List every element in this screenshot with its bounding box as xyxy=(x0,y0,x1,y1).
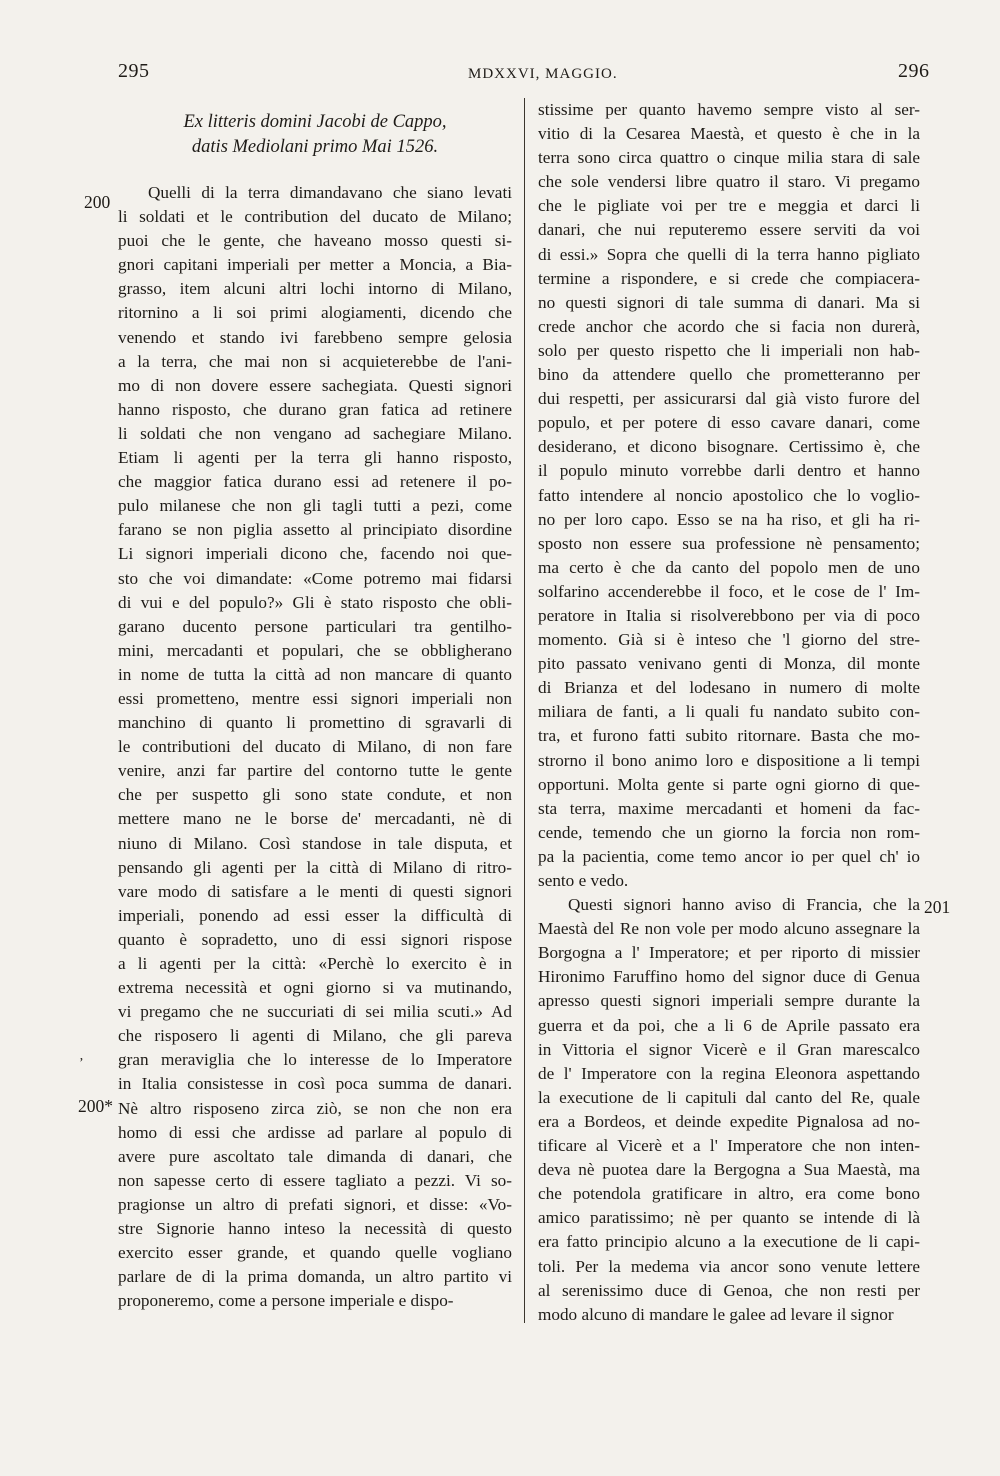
text-line: non sapesse certo di essere tagliato a pezzi. Vi so- xyxy=(118,1170,512,1190)
text-line: gnori capitani imperiali per metter a Moncia, a Bia- xyxy=(118,255,512,275)
text-line: stissime per quanto havemo sempre visto al ser- xyxy=(538,100,920,119)
text-line: peratore in Italia si risolverebbono per via di poco xyxy=(538,605,920,625)
text-line: in Italia consistesse in così poca summa de danari. xyxy=(118,1074,512,1094)
page-number-right: 296 xyxy=(898,60,930,82)
page-number-left: 295 xyxy=(118,60,150,82)
text-line: guerra et da poi, che a li 6 de Aprile passato era xyxy=(538,1015,920,1035)
text-line: opportuni. Molta gente si parte ogni giorno di que- xyxy=(538,774,920,794)
text-line: Maestà del Re non vole per modo alcuno assegnare la xyxy=(538,919,920,939)
text-line: Hironimo Faruffino homo del signor duce di Genua xyxy=(538,967,920,987)
text-line: vitio di la Cesarea Maestà, et questo è che in la xyxy=(538,124,920,144)
text-line: fatto intendere al noncio apostolico che lo voglio- xyxy=(538,485,920,505)
margin-number-left-bottom: 200* xyxy=(78,1096,113,1116)
text-line: puoi che le gente, che haveano mosso questi si- xyxy=(118,231,512,251)
text-line: populo, et per potere di esso cavare danari, come xyxy=(538,413,920,433)
text-line: venire, anzi far partire del contorno tutte le gente xyxy=(118,761,512,781)
text-line: desiderano, et dicono bisognare. Certissimo è, che xyxy=(538,437,920,457)
text-line: sta terra, maxime mercadanti et homeni da fac- xyxy=(538,798,920,818)
text-line: extrema necessità et ogni giorno si va mutinando, xyxy=(118,978,512,998)
text-line: exercito esser grande, et quando quelle vogliano xyxy=(118,1243,512,1263)
text-line: era a Bordeos, et deinde expedite Pignalosa ad no- xyxy=(538,1111,920,1131)
text-line: tificare al Vicerè et a l' Imperatore che non inten- xyxy=(538,1136,920,1156)
text-line: a li agenti per la città: «Perchè lo exercito è in xyxy=(118,954,512,973)
text-line: termine a rispondere, e si crede che compiacera- xyxy=(538,268,920,288)
text-line: gran meraviglia che lo interesse de lo Imperatore xyxy=(118,1050,512,1070)
text-line: in nome de tutta la città ad non mancare di quanto xyxy=(118,664,512,684)
text-line: vi pregamo che ne succuriati di sei milia scuti.» Ad xyxy=(118,1002,512,1022)
text-line: le contributioni del ducato di Milano, di non fare xyxy=(118,737,512,757)
text-line: homo di essi che ardisse ad parlare al populo di xyxy=(118,1122,512,1142)
text-line: stre Signorie hanno inteso la necessità di questo xyxy=(118,1219,512,1239)
text-line: parlare de di la prima domanda, un altro partito vi xyxy=(118,1267,512,1287)
text-line: crede anchor che acordo che si facia non durerà, xyxy=(538,316,920,336)
text-line: pa la pacientia, come temo ancor io per quel ch' io xyxy=(538,846,920,866)
text-line: Questi signori hanno aviso di Francia, che la xyxy=(568,895,920,915)
margin-number-right: 201 xyxy=(924,897,951,917)
text-line: a la terra, che mai non si acquieterebbe de l'ani- xyxy=(118,351,512,371)
text-line: pensando gli agenti per la città di Milano di ritro- xyxy=(118,857,512,877)
text-line: garano ducento persone particulari tra gentilho- xyxy=(118,616,512,636)
text-line: strorno il bono animo loro e dispositione a li tempi xyxy=(538,750,920,770)
text-line: no questi signori di tale summa di danari. Ma si xyxy=(538,292,920,312)
text-line: pito passato venivano genti di Monza, dil monte xyxy=(538,654,920,674)
column-divider xyxy=(524,98,525,1323)
text-line: Quelli di la terra dimandavano che siano levati xyxy=(148,183,512,202)
text-line: li soldati che non vengano ad sachegiare Milano. xyxy=(118,423,512,443)
text-line: sposto non essere sua professione nè pensamento; xyxy=(538,533,920,553)
text-line: mo di non dovere essere sachegiata. Questi signori xyxy=(118,375,512,395)
text-line: di Brianza et del lodesano in numero di molte xyxy=(538,678,920,698)
text-line: ma certo è che da canto del popolo men de uno xyxy=(538,557,920,577)
text-line: Li signori imperiali dicono che, facendo noi que- xyxy=(118,544,512,564)
text-line: essi prometteno, mentre essi signori imperiali non xyxy=(118,688,512,708)
text-line: pragionse un altro di prefati signori, et disse: «Vo- xyxy=(118,1194,512,1214)
text-line: mettere mano ne le borse de' mercadanti, nè di xyxy=(118,809,512,829)
right-column-text xyxy=(538,98,920,1327)
text-line: no per loro capo. Esso se na ha riso, et gli ha ri- xyxy=(538,509,920,529)
text-line: Borgogna a l' Imperatore; et per riporto di missier xyxy=(538,943,920,963)
text-line: quanto è sopradetto, uno di essi signori rispose xyxy=(118,929,512,949)
text-line: modo alcuno di mandare le galee ad levare il signor xyxy=(538,1304,894,1324)
text-line: hanno risposto, che durano gran fatica ad retinere xyxy=(118,399,512,419)
text-line: cende, temendo che un giorno la forcia non rom- xyxy=(538,822,920,842)
heading-line: Ex litteris domini Jacobi de Cappo, xyxy=(183,112,447,132)
text-line: di essi.» Sopra che quelli di la terra hanno pigliato xyxy=(538,244,920,264)
margin-number-left-top: 200 xyxy=(84,192,111,212)
heading-line: datis Mediolani primo Mai 1526. xyxy=(191,136,439,157)
text-line: era fatto principio alcuno a la executione de li capi- xyxy=(538,1232,920,1252)
margin-mark: ’ xyxy=(79,1056,84,1071)
text-line: grasso, item alcuni altri lochi intorno di Milano, xyxy=(118,279,512,299)
text-line: che risposero li agenti di Milano, che gli pareva xyxy=(118,1026,512,1046)
text-line: tra, et furono fatti subito ritornare. Basta che mo- xyxy=(538,726,920,746)
text-line: manchino di quanto li promettino di sgravarli di xyxy=(118,713,512,733)
left-column-text xyxy=(118,181,512,1313)
text-line: niuno di Milano. Così standose in tale disputa, et xyxy=(118,833,512,853)
text-line: proponeremo, come a persone imperiale e dispo- xyxy=(118,1291,454,1311)
text-line: vare modo di satisfare a le menti di questi signori xyxy=(118,881,512,901)
running-title: MDXXVI, MAGGIO. xyxy=(468,66,618,82)
text-line: sento e vedo. xyxy=(538,871,629,890)
text-line: solfarino accenderebbe il foco, et le cose de l' Im- xyxy=(538,581,920,601)
text-line: mini, mercadanti et populari, che se obbligherano xyxy=(118,640,512,660)
text-line: Etiam li agenti per la terra gli hanno risposto, xyxy=(118,448,512,468)
text-line: amico paratissimo; nè per quanto se intende di là xyxy=(538,1208,920,1228)
text-line: che le pigliate voi per tre e meggia et darci li xyxy=(538,196,920,216)
text-line: in Vittoria el signor Vicerè e il Gran marescalco xyxy=(538,1039,920,1059)
text-line: Nè altro risposeno zirca ziò, se non che non era xyxy=(118,1098,512,1118)
text-line: dui respetti, per assicurarsi dal già visto furore del xyxy=(538,389,920,409)
text-line: farano se non piglia assetto al principiato disordine xyxy=(118,520,512,540)
text-line: miliara de fanti, a li quali fu nandato subito con- xyxy=(538,702,920,722)
text-line: ritornino a li soi primi alogiamenti, dicendo che xyxy=(118,303,512,323)
text-line: che potendola gratificare in altro, era come bono xyxy=(538,1184,920,1204)
text-line: il populo minuto vorrebbe darli dentro et hanno xyxy=(538,461,920,481)
right-column xyxy=(538,98,920,1327)
text-line: pulo milanese che non gli tagli tutti a pezi, come xyxy=(118,496,512,516)
text-line: terra sono circa quattro o cinque milia stara di sale xyxy=(538,148,920,168)
text-line: momento. Già si è inteso che 'l giorno del stre- xyxy=(538,630,920,650)
text-line: solo per questo rispetto che li imperiali non hab- xyxy=(538,340,920,360)
letter-heading xyxy=(118,110,512,159)
text-line: che maggior fatica durano essi ad retenere il po- xyxy=(118,472,512,492)
text-line: sto che voi dimandate: «Come potremo mai fidarsi xyxy=(118,568,512,588)
left-column xyxy=(118,98,512,1313)
text-line: danari, che nui reputeremo essere serviti da voi xyxy=(538,220,920,240)
text-line: che sole vendersi libre quatro il staro. Vi pregamo xyxy=(538,172,920,192)
text-line: toli. Per la medema via ancor sono venute lettere xyxy=(538,1256,920,1276)
text-line: bino da attendere quello che prometteranno per xyxy=(538,365,920,385)
text-line: la executione de li capituli dal canto del Re, quale xyxy=(538,1087,920,1107)
text-line: de l' Imperatore con la regina Eleonora aspettando xyxy=(538,1063,920,1083)
text-line: che per suspetto gli sono state condute, et non xyxy=(118,785,512,805)
text-line: li soldati et le contribution del ducato de Milano; xyxy=(118,207,512,227)
text-line: avere pure ascoltato tale dimanda di danari, che xyxy=(118,1146,512,1166)
text-line: imperiali, ponendo ad essi esser la difficultà di xyxy=(118,905,512,925)
text-line: al serenissimo duce di Genoa, che non resti per xyxy=(538,1280,920,1300)
text-line: apresso questi signori imperiali sempre durante la xyxy=(538,991,920,1011)
text-line: venendo et stando ivi farebbeno sempre gelosia xyxy=(118,327,512,347)
text-line: di vui e del populo?» Gli è stato risposto che obli- xyxy=(118,592,512,612)
text-line: deva nè puotea dare la Bergogna a Sua Maestà, ma xyxy=(538,1160,920,1180)
